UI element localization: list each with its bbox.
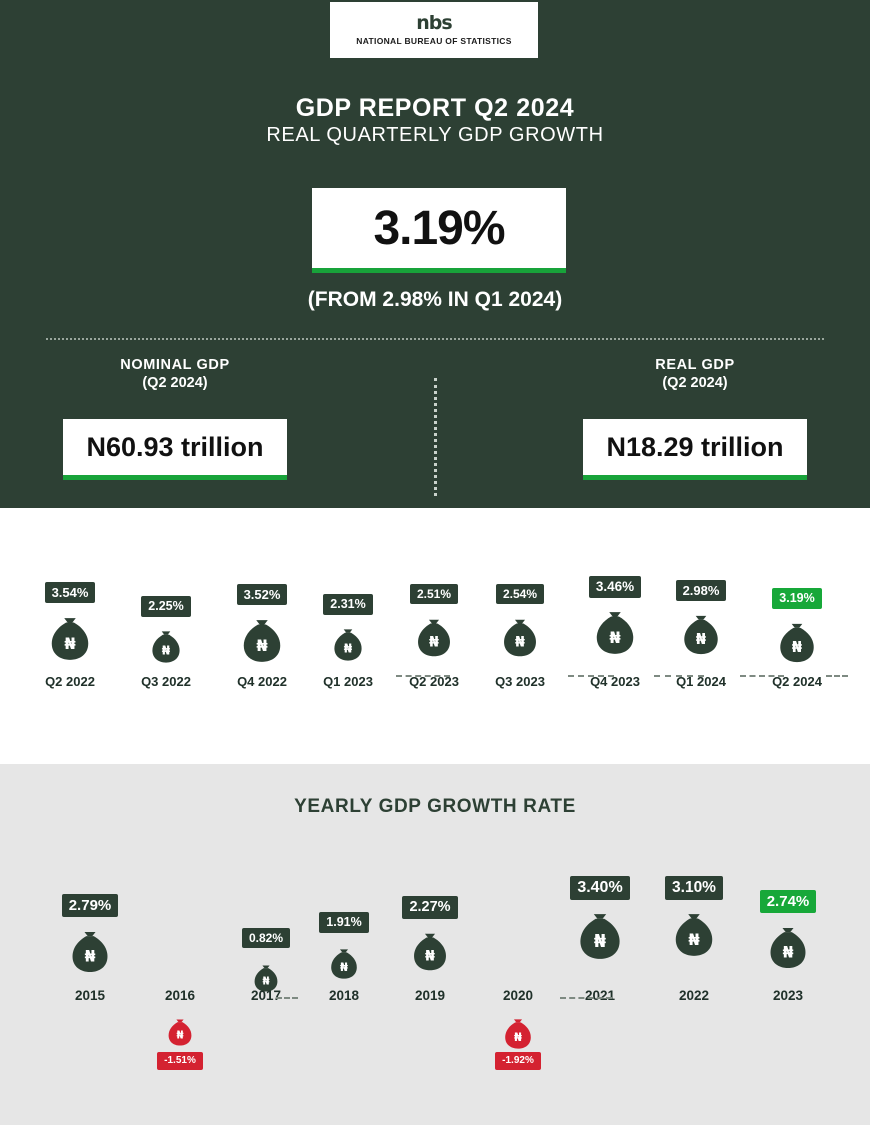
connector-dots	[396, 675, 450, 677]
real-gdp-period: (Q2 2024)	[662, 375, 728, 391]
svg-text:₦: ₦	[429, 634, 439, 651]
quarterly-value-badge: 2.31%	[323, 594, 372, 615]
yearly-value-badge: 1.91%	[319, 912, 368, 933]
money-bag-icon	[165, 1018, 195, 1047]
page-title: GDP REPORT Q2 2024	[295, 94, 575, 122]
headline-value: 3.19%	[373, 201, 505, 255]
svg-text:₦: ₦	[161, 643, 171, 658]
real-gdp-label: REAL GDP	[655, 357, 735, 373]
quarterly-category-label: Q2 2024	[772, 674, 822, 689]
yearly-category-label: 2022	[678, 988, 710, 1003]
svg-text:₦: ₦	[695, 630, 707, 649]
money-bag-icon	[67, 930, 113, 974]
header-panel	[0, 0, 870, 508]
headline-value-box	[312, 188, 566, 273]
svg-text:₦: ₦	[791, 638, 803, 657]
quarterly-category-label: Q4 2022	[237, 674, 287, 689]
quarterly-chart-row	[0, 508, 870, 764]
yearly-category-label: 2015	[74, 988, 106, 1003]
yearly-gdp-chart	[0, 764, 870, 1125]
nbs-logo	[330, 2, 538, 58]
quarterly-value-badge: 3.46%	[589, 576, 641, 598]
money-bag-icon	[148, 630, 184, 664]
yearly-category-label: 2019	[414, 988, 446, 1003]
yearly-negative-badge: -1.92%	[495, 1052, 541, 1070]
quarterly-category-label: Q2 2023	[409, 674, 459, 689]
nominal-gdp-label: NOMINAL GDP	[120, 357, 230, 373]
svg-text:₦: ₦	[593, 932, 607, 953]
money-bag-icon	[574, 912, 626, 961]
connector-dots	[276, 997, 298, 999]
svg-text:₦: ₦	[425, 948, 435, 965]
real-gdp-value: N18.29 trillion	[606, 431, 784, 462]
money-bag-icon	[679, 614, 723, 656]
connector-dots	[568, 675, 614, 677]
money-bag-icon	[775, 622, 819, 664]
money-bag-icon	[501, 1018, 535, 1050]
quarterly-value-badge: 2.51%	[410, 584, 458, 604]
connector-dots	[654, 675, 704, 677]
svg-text:₦: ₦	[256, 635, 268, 655]
yearly-value-badge: 3.40%	[570, 876, 629, 900]
real-gdp-block	[520, 356, 870, 480]
money-bag-icon	[46, 616, 94, 662]
nominal-gdp-block	[0, 356, 350, 480]
svg-text:₦: ₦	[782, 942, 794, 962]
svg-text:₦: ₦	[515, 634, 525, 651]
svg-text:₦: ₦	[84, 946, 96, 966]
quarterly-category-label: Q2 2022	[45, 674, 95, 689]
nominal-gdp-period: (Q2 2024)	[142, 375, 208, 391]
quarterly-value-badge: 2.54%	[496, 584, 544, 604]
money-bag-icon	[327, 948, 361, 980]
yearly-category-label: 2020	[502, 988, 534, 1003]
quarterly-value-badge: 3.52%	[237, 584, 288, 605]
svg-text:₦: ₦	[340, 959, 348, 974]
horizontal-divider	[46, 338, 824, 340]
quarterly-value-badge: 2.25%	[141, 596, 190, 617]
yearly-chart-title: YEARLY GDP GROWTH RATE	[294, 796, 576, 817]
connector-dots	[740, 675, 784, 677]
connector-dots	[826, 675, 848, 677]
svg-text:₦: ₦	[176, 1030, 184, 1042]
vertical-divider	[434, 378, 437, 496]
real-gdp-value-box	[583, 419, 807, 480]
quarterly-category-label: Q4 2023	[590, 674, 640, 689]
money-bag-icon	[765, 926, 811, 970]
quarterly-value-badge: 2.98%	[676, 580, 727, 601]
quarterly-category-label: Q1 2024	[676, 674, 726, 689]
yearly-category-label: 2016	[164, 988, 196, 1003]
yearly-category-label: 2023	[772, 988, 804, 1003]
yearly-value-badge: 0.82%	[242, 928, 290, 948]
quarterly-value-badge: 3.19%	[772, 588, 821, 609]
money-bag-icon	[330, 628, 366, 662]
quarterly-gdp-chart	[0, 508, 870, 764]
nominal-gdp-value: N60.93 trillion	[86, 431, 264, 462]
yearly-value-badge: 3.10%	[665, 876, 723, 900]
quarterly-category-label: Q3 2022	[141, 674, 191, 689]
yearly-category-label: 2018	[328, 988, 360, 1003]
money-bag-icon	[591, 610, 639, 656]
headline-note: (FROM 2.98% IN Q1 2024)	[307, 288, 563, 311]
money-bag-icon	[670, 912, 718, 958]
quarterly-value-badge: 3.54%	[45, 582, 96, 603]
nominal-gdp-value-box	[63, 419, 287, 480]
yearly-negative-badge: -1.51%	[157, 1052, 203, 1070]
svg-text:₦: ₦	[688, 929, 700, 949]
yearly-value-badge: 2.27%	[402, 896, 457, 919]
yearly-category-label: 2017	[250, 988, 282, 1003]
quarterly-category-label: Q3 2023	[495, 674, 545, 689]
connector-dots	[560, 997, 612, 999]
money-bag-icon	[499, 618, 541, 658]
svg-text:₦: ₦	[262, 976, 270, 988]
money-bag-icon	[409, 932, 451, 972]
nbs-logo-mark: nbs	[416, 12, 452, 34]
yearly-value-badge: 2.74%	[760, 890, 817, 913]
quarterly-category-label: Q1 2023	[323, 674, 373, 689]
svg-text:₦: ₦	[609, 627, 621, 647]
yearly-category-label: 2021	[584, 988, 616, 1003]
svg-text:₦: ₦	[514, 1029, 522, 1044]
yearly-value-badge: 2.79%	[62, 894, 119, 917]
money-bag-icon	[413, 618, 455, 658]
nbs-logo-name: NATIONAL BUREAU OF STATISTICS	[356, 36, 512, 46]
page-subtitle: REAL QUARTERLY GDP GROWTH	[266, 124, 604, 146]
svg-text:₦: ₦	[343, 641, 353, 656]
svg-text:₦: ₦	[64, 633, 76, 653]
money-bag-icon	[238, 618, 286, 664]
